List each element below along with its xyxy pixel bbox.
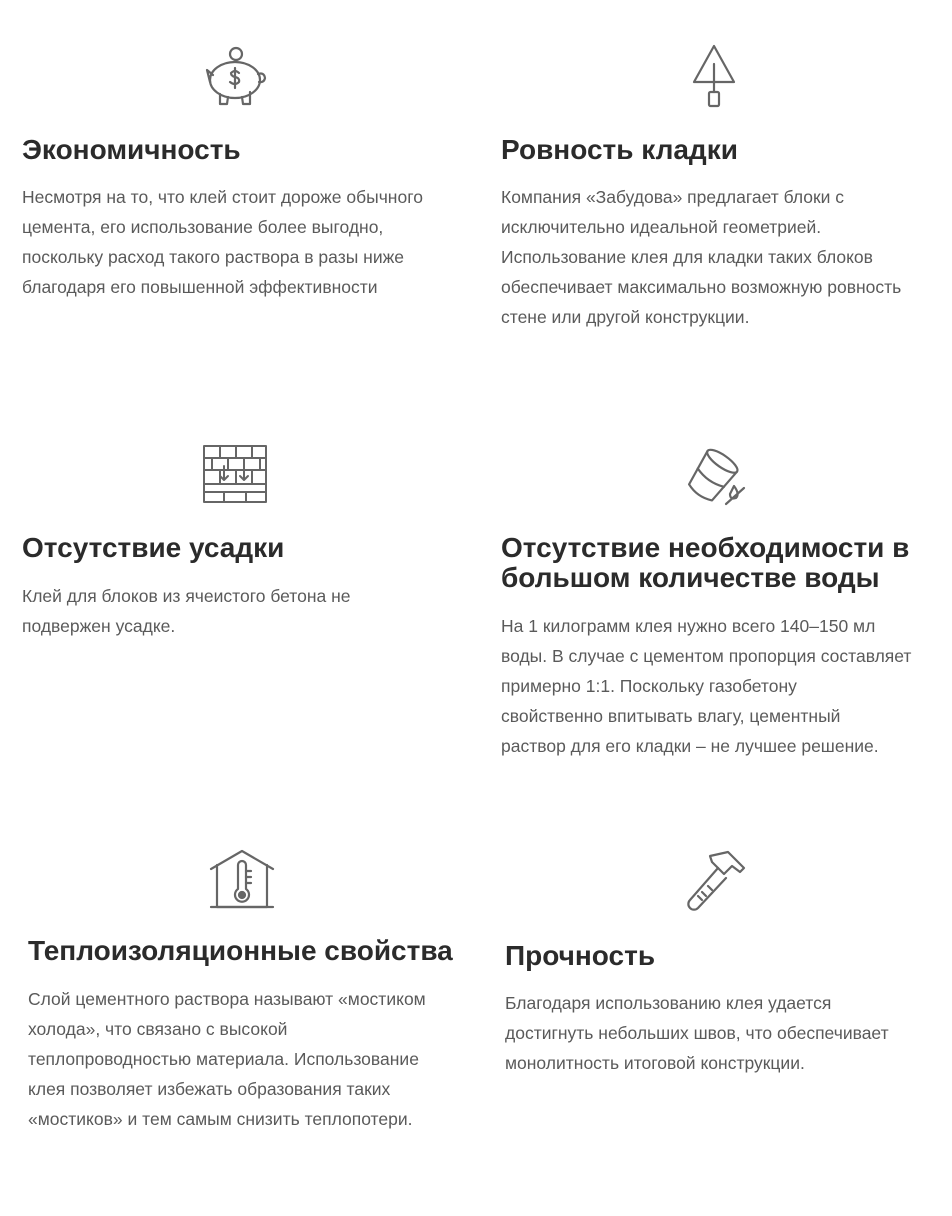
text-line: подвержен усадке. (22, 616, 176, 636)
text-line: На 1 килограмм клея нужно всего 140–150 мл (501, 616, 876, 636)
text-line: Использование клея для кладки таких блоков (501, 247, 873, 267)
feature-title-economy: Экономичность (22, 134, 241, 165)
text-line: раствор для его кладки – не лучшее решение. (501, 736, 879, 756)
text-line: свойственно впитывать влагу, цементный (501, 706, 841, 726)
text-line: поскольку расход такого раствора в разы ниже (22, 247, 405, 267)
text-line: Слой цементного раствора называют «мостиком (28, 989, 426, 1009)
hammer-icon (682, 848, 752, 918)
feature-title-less-water (501, 533, 909, 593)
text-line: Клей для блоков из ячеистого бетона не (22, 586, 351, 606)
text-line: обеспечивает максимально возможную ровность (501, 277, 902, 297)
feature-text-insulation (28, 984, 426, 1134)
feature-title-no-shrinkage: Отсутствие усадки (22, 532, 285, 563)
title-line: большом количестве воды (501, 562, 880, 593)
trowel-icon (680, 42, 750, 112)
text-line: достигнуть небольших швов, что обеспечивает (505, 1023, 889, 1043)
text-line: стене или другой конструкции. (501, 307, 750, 327)
house-thermometer-icon (207, 845, 277, 915)
piggy-bank-icon (200, 42, 270, 112)
feature-title-evenness: Ровность кладки (501, 134, 738, 165)
text-line: Компания «Забудова» предлагает блоки с (501, 187, 845, 207)
feature-title-strength: Прочность (505, 940, 656, 971)
text-line: «мостиков» и тем самым снизить теплопотери. (28, 1109, 413, 1129)
feature-text-economy (22, 182, 423, 302)
feature-text-evenness (501, 182, 901, 332)
text-line: примерно 1:1. Поскольку газобетону (501, 676, 797, 696)
text-line: цемента, его использование более выгодно, (22, 217, 384, 237)
text-line: Несмотря на то, что клей стоит дороже обычного (22, 187, 423, 207)
feature-title-insulation: Теплоизоляционные свойства (28, 935, 453, 966)
text-line: холода», что связано с высокой (28, 1019, 288, 1039)
text-line: теплопроводностью материала. Использование (28, 1049, 419, 1069)
text-line: исключительно идеальной геометрией. (501, 217, 822, 237)
title-line: Отсутствие необходимости в (501, 532, 910, 563)
text-line: монолитность итоговой конструкции. (505, 1053, 805, 1073)
feature-text-no-shrinkage (22, 581, 351, 641)
feature-text-less-water (501, 611, 911, 761)
paint-bucket-icon (680, 440, 750, 510)
feature-text-strength (505, 988, 889, 1078)
text-line: воды. В случае с цементом пропорция составляет (501, 646, 912, 666)
brick-wall-icon (200, 440, 270, 510)
text-line: клея позволяет избежать образования таких (28, 1079, 391, 1099)
text-line: Благодаря использованию клея удается (505, 993, 832, 1013)
text-line: благодаря его повышенной эффективности (22, 277, 378, 297)
